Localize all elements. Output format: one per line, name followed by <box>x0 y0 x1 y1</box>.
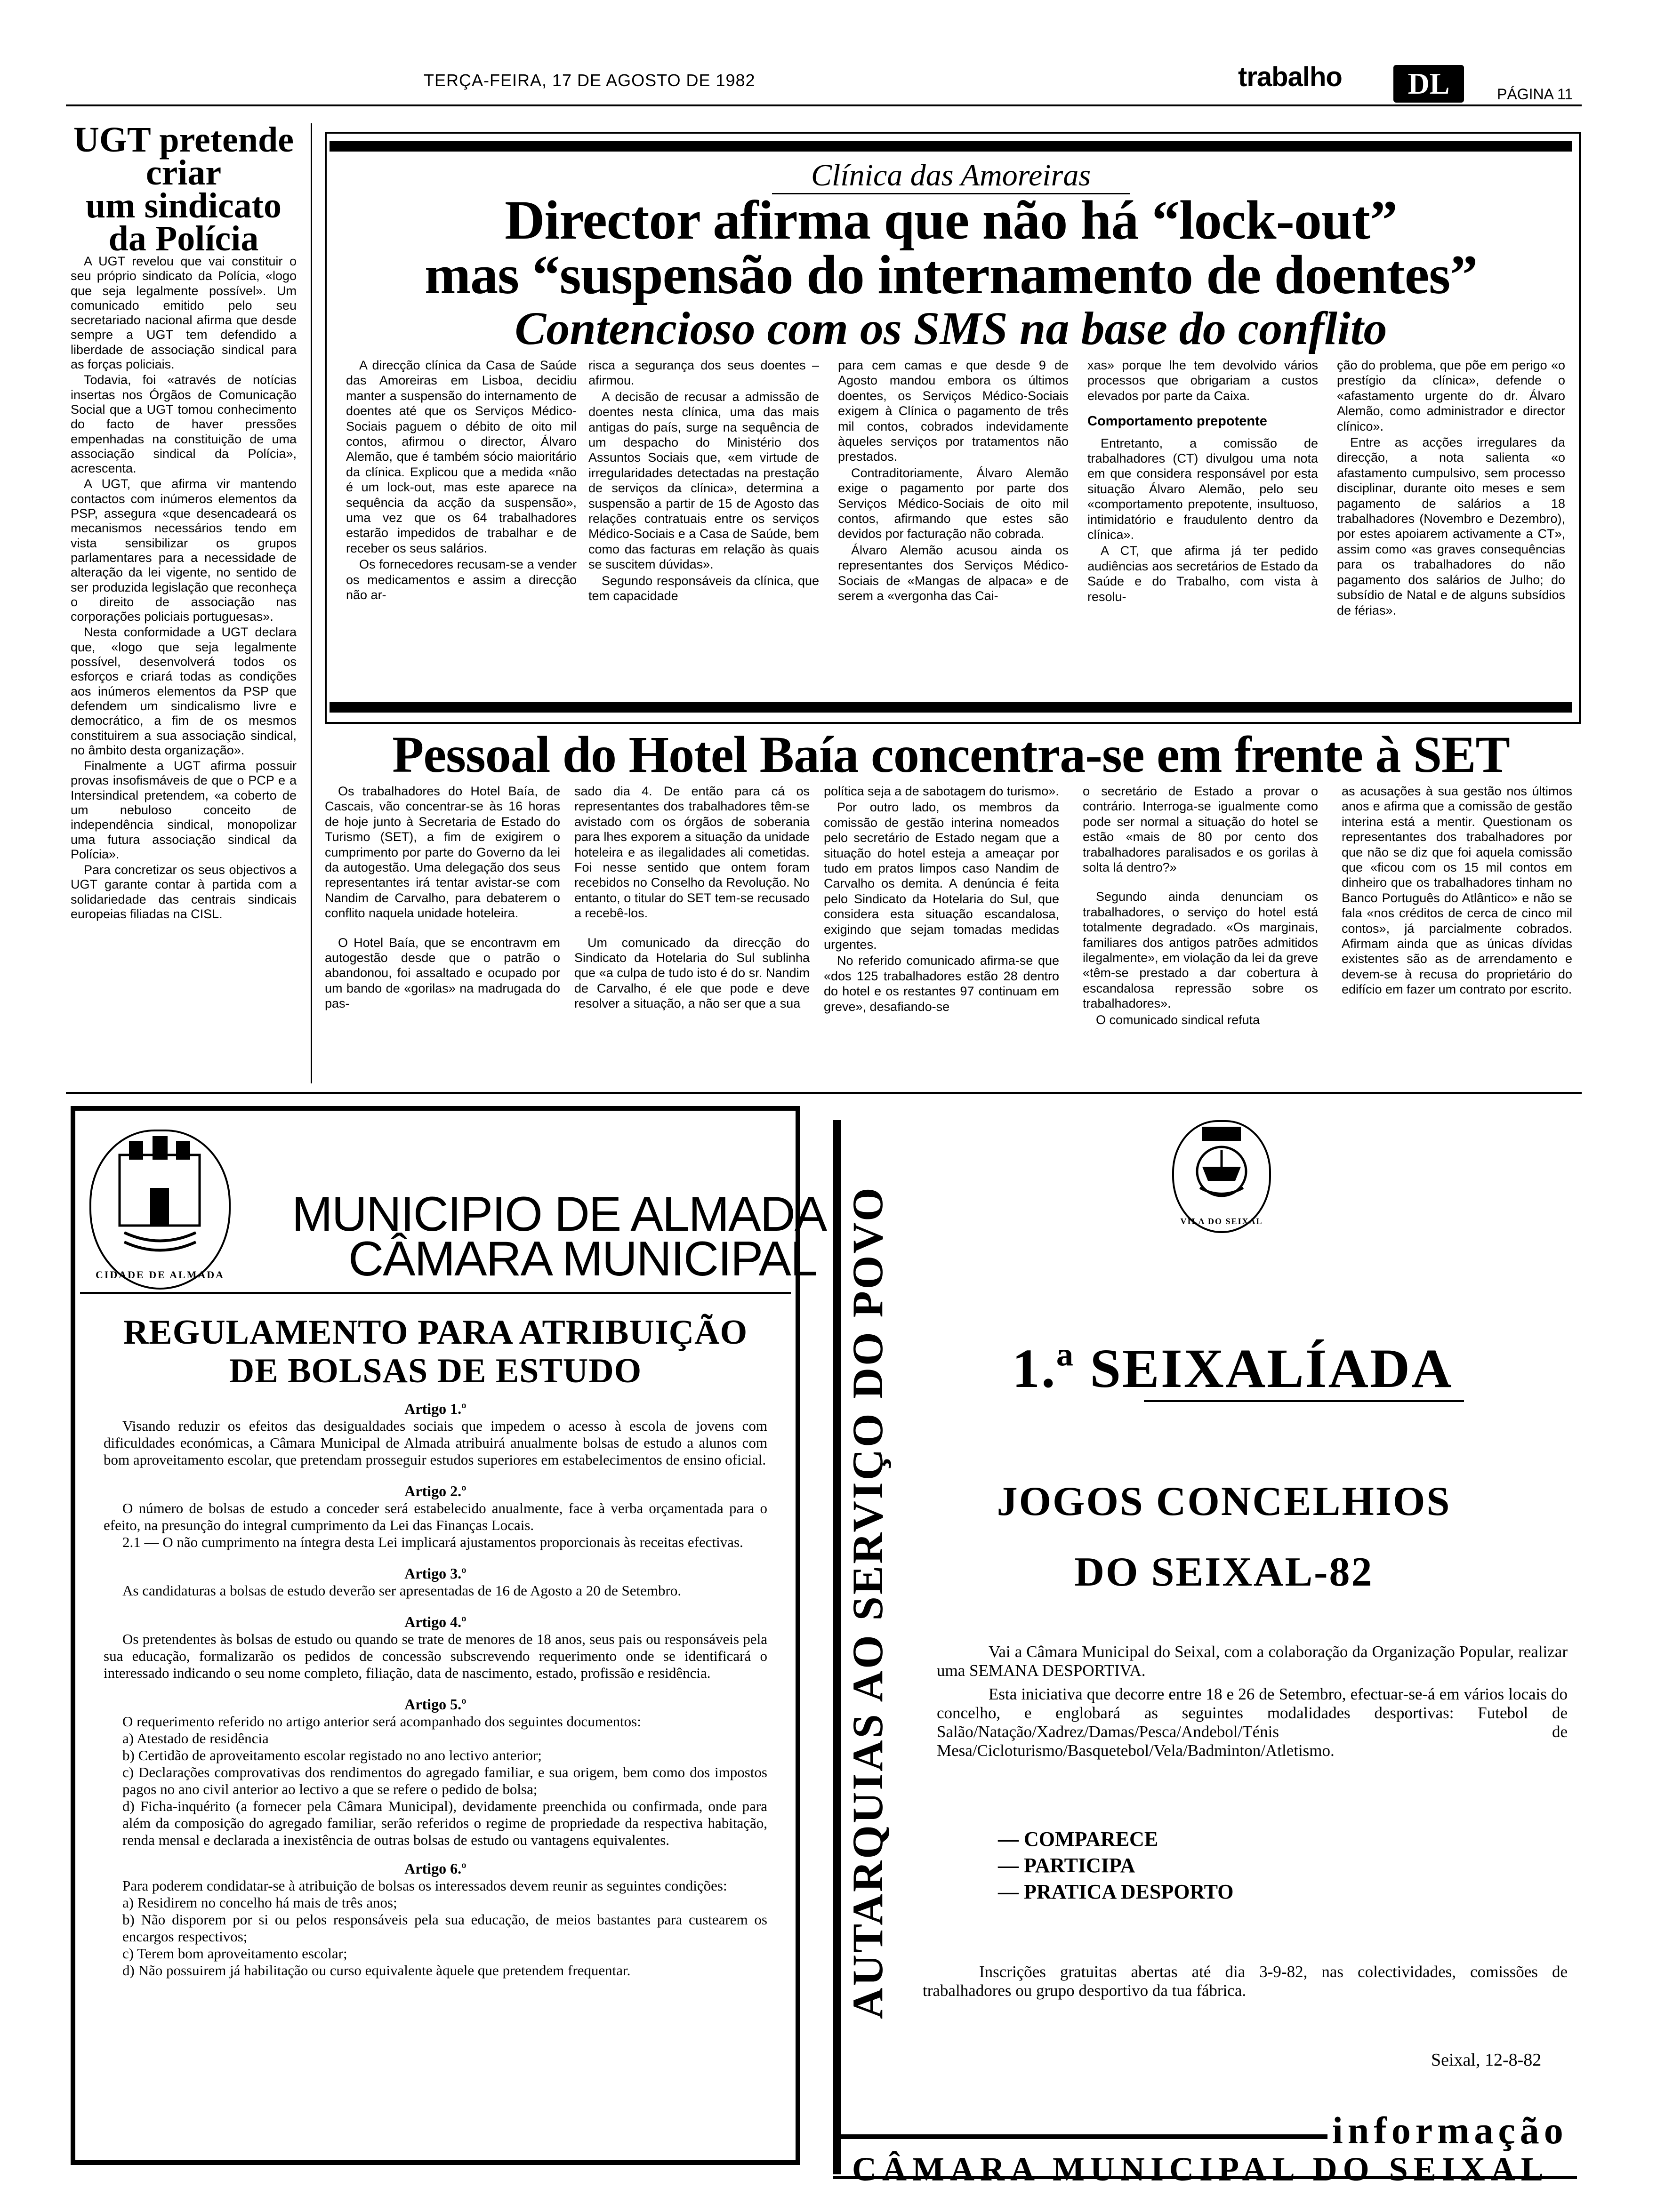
clinica-headline-line1: Director afirma que não há “lock-out” <box>505 189 1397 251</box>
info-bar <box>838 2134 1327 2139</box>
section-subheading: Comportamento prepotente <box>1087 414 1267 429</box>
paragraph: A CT, que afirma já ter pedido audiências aos secretários de Estado da Saúde e do Trabalho, com vista à resolu- <box>1087 544 1318 604</box>
article-text: Para poderem condidatar-se à atribuição de bolsas os interessados devem reunir as seguintes condições: <box>122 1877 727 1894</box>
paragraph: Nesta conformidade a UGT declara que, «logo que seja legalmente possível, desenvolverá todos os esforços e criará todas as condições aos inúmeros elementos da PSP que defendem um sindicalismo livre e democrático, a fim de os mesmos constituirem a sua associação sindical, no âmbito desta organização». <box>71 625 297 757</box>
list-item: b) Não disporem por si ou pelos responsáveis pela sua educação, de meios bastantes para custearem os encargos respectivos; <box>122 1911 767 1945</box>
issue-date: TERÇA-FEIRA, 17 DE AGOSTO DE 1982 <box>424 71 756 90</box>
paragraph: Contraditoriamente, Álvaro Alemão exige o pagamento por parte dos Serviços Médico-Sociais de oito mil contos, afirmando que estes são devidos por facturação não cobrada. <box>838 465 1069 541</box>
paragraph: O comunicado sindical refuta <box>1096 1012 1260 1027</box>
article-text: 2.1 — O não cumprimento na íntegra desta Lei implicará ajustamentos proporcionais às receitas efectivas. <box>122 1534 743 1550</box>
paragraph: risca a segurança dos seus doentes – afirmou. <box>588 358 819 388</box>
seixal-left-bar <box>833 1120 841 2174</box>
box-top-bar <box>330 141 1572 152</box>
clinica-kicker: Clínica das Amoreiras <box>811 158 1091 192</box>
paragraph: Álvaro Alemão acusou ainda os representantes dos Serviços Médico-Sociais de «Mangas de alpaca» e de serem a «vergonha das Cai- <box>838 543 1069 603</box>
hotel-column-3 <box>824 784 1059 1014</box>
paragraph: Um comunicado da direcção do Sindicato da Hotelaria do Sul sublinha que «a culpa de tudo isto é do sr. Nandim de Carvalho, é ele que pode e deve resolver a situação, a não ser que a sua <box>574 935 810 1011</box>
box-bottom-bar <box>330 702 1572 713</box>
seixal-intro-text: Vai a Câmara Municipal do Seixal, com a colaboração da Organização Popular, realizar uma SEMANA DESPORTIVA. <box>937 1643 1568 1680</box>
ugt-article-body <box>71 254 297 922</box>
almada-rule <box>80 1292 791 1294</box>
article-heading: Artigo 5.º <box>404 1696 467 1713</box>
paragraph: A UGT, que afirma vir mantendo contactos com inúmeros elementos da PSP, assegura «que desencadeará os mecanismos necessários tendo em vista sensibilizar os grupos parlamentares para a necessidade de alteração da lei vigente, no sentido de ser produzida legislação que reconheça o direito de associação nas corporações policiais portuguesas». <box>71 477 297 624</box>
list-item: d) Não possuirem já habilitação ou curso equivalente àquele que pretendem frequentar. <box>122 1962 631 1979</box>
seixal-vertical-slogan: AUTARQUIAS AO SERVIÇO DO POVO <box>844 1186 892 2019</box>
clinica-column-4 <box>1087 358 1318 604</box>
paragraph: A UGT revelou que vai constituir o seu próprio sindicato da Polícia, «logo que seja legalmente possível». Um comunicado emitido pelo seu secretariado nacional afirma que desde sempre a UGT tem defendido a liberdade de associação sindical para as forças policiais. <box>71 254 297 372</box>
camara-seixal-signature: CÂMARA MUNICIPAL DO SEIXAL <box>852 2150 1549 2188</box>
paragraph: No referido comunicado afirma-se que «dos 125 trabalhadores estão 28 dentro do hotel e os restantes 97 continuam em greve», desafiando-se <box>824 954 1059 1014</box>
title-underline <box>1144 1400 1464 1402</box>
almada-crest-icon <box>89 1130 231 1290</box>
paragraph: política seja a de sabotagem do turismo». <box>824 784 1059 798</box>
seixal-program-text: Esta iniciativa que decorre entre 18 e 26 de Setembro, efectuar-se-á em vários locais do concelho, e englobará as seguintes modalidades desportivas: Futebol de Salão/Natação/Xadrez/Damas/Pesca/Andebol/Ténis de Mesa/Cicloturismo/Basquetebol/Vela/Badminton/Atletismo. <box>937 1685 1568 1760</box>
masthead-rule <box>66 104 1582 106</box>
regulamento-title-line2: DE BOLSAS DE ESTUDO <box>229 1352 642 1390</box>
regulamento-body <box>104 1400 767 1979</box>
paragraph: A direcção clínica da Casa de Saúde das Amoreiras em Lisboa, decidiu manter a suspensão do internamento de doentes até que os Serviços Médico-Sociais paguem o débito de oito mil contos, afirmou o director, Álvaro Alemão, que é também sócio maioritário da clínica. Explicou que a medida «não é um lock-out, mas este aparece na sequência da acção da suspensão», uma vez que os 64 trabalhadores estarão impedidos de trabalhar e de receber os seus salários. <box>346 358 577 555</box>
hotel-column-4 <box>1083 784 1318 1027</box>
paragraph: para cem camas e que desde 9 de Agosto mandou embora os últimos doentes, os Serviços Médico-Sociais exigem à Clínica o pagamento de três mil contos, cobrados indevidamente àqueles serviços por tratamentos não prestados. <box>838 358 1069 464</box>
article-text: Visando reduzir os efeitos das desigualdades sociais que impedem o acesso à escola de jovens com dificuldades económicas, a Câmara Municipal de Almada atribuirá anualmente bolsas de estudo a alunos com bom aproveitamento escolar, que pretendam prosseguir estudos superiores em estabelecimentos de ensino oficial. <box>104 1418 767 1468</box>
paragraph: Entretanto, a comissão de trabalhadores (CT) divulgou uma nota em que considera responsável por esta situação Álvaro Alemão, pelo seu «comportamento prepotente, insultuoso, intimidatório e fraudulento dentro da clínica». <box>1087 436 1318 542</box>
paragraph: Segundo responsáveis da clínica, que tem capacidade <box>588 573 819 603</box>
article-text: Os pretendentes às bolsas de estudo ou quando se trate de menores de 18 anos, seus pais ou responsáveis pela sua educação, formalizarão os pedidos de concessão subscrevendo requerimento onde se identificará o interessado indicando o seu nome completo, filiação, data de nascimento, estado, profissão e residência. <box>104 1631 767 1681</box>
hotel-column-5 <box>1342 784 1572 997</box>
clinica-headline-line2: mas “suspensão do internamento de doentes” <box>424 244 1478 305</box>
hotel-column-1 <box>325 784 560 1011</box>
informacao-label: informação <box>1332 2109 1568 2152</box>
clinica-column-5 <box>1337 358 1565 618</box>
list-item: d) Ficha-inquérito (a fornecer pela Câmara Municipal), devidamente preenchida ou confirmada, onde para além da composição do agregado familiar, serão referidos o regime de propriedade da respectiva habitação, renda mensal e declarada a inexistência de outras bolsas de estudo ou vantagens equivalentes. <box>122 1798 767 1848</box>
clinica-subheadline: Contencioso com os SMS na base do conflito <box>515 302 1387 354</box>
column-divider <box>311 123 312 1083</box>
paragraph: Para concretizar os seus objectivos a UGT garante contar à partida com a solidariedade das centrais sindicais europeias filiadas na CISL. <box>71 863 297 922</box>
list-item: a) Atestado de residência <box>122 1730 269 1747</box>
ugt-headline-line: UGT pretende <box>73 120 294 160</box>
list-item: a) Residirem no concelho há mais de três anos; <box>122 1894 397 1911</box>
paragraph: Segundo ainda denunciam os trabalhadores, o serviço do hotel está totalmente degradado. «Os marginais, familiares dos antigos patrões admitidos ilegalmente», em violação da lei da greve «têm-se prestado a dar cobertura à escandalosa repressão sobre os trabalhadores». <box>1083 890 1318 1011</box>
paragraph: Os trabalhadores do Hotel Baía, de Cascais, vão concentrar-se às 16 horas de hoje junto à Secretaria de Estado do Turismo (SET), a fim de exigirem o cumprimento por parte do Governo da lei da autogestão. Uma delegação dos seus representantes irá tentar avistar-se com Nandim de Carvalho, para debaterem o conflito naquela unidade hoteleira. <box>325 784 560 921</box>
article-heading: Artigo 1.º <box>404 1400 467 1417</box>
page-number: PÁGINA 11 <box>1497 86 1573 103</box>
almada-municipality-name: MUNICIPIO DE ALMADA <box>292 1187 827 1242</box>
seixal-crest-label: VILA DO SEIXAL <box>1180 1217 1263 1226</box>
paragraph: as acusações à sua gestão nos últimos anos e afirma que a comissão de gestão interina está a mentir. Questionam os representantes dos trabalhadores por que não se diz que foi aquela comissão que «ficou com os 15 mil contos em dinheiro que os trabalhadores tinham no Banco Português do Atlântico» e não se fala «nos créditos de cerca de cinco mil contos», já parcialmente cobrados. Afirmam ainda que as únicas dívidas existentes são as de arrendamento e devem-se à recusa do proprietário do edifício em fazer um contrato por escrito. <box>1342 784 1572 997</box>
article-heading: Artigo 3.º <box>404 1565 467 1582</box>
paragraph: o secretário de Estado a provar o contrário. Interroga-se igualmente como pode ser normal a situação do hotel se estão «mais de 80 por cento dos trabalhadores paralisados e os gorilas à solta lá dentro?» <box>1083 784 1318 875</box>
seixal-crest-icon <box>1172 1120 1271 1233</box>
ugt-headline-line: criar <box>145 153 222 192</box>
paragraph: ção do problema, que põe em perigo «o prestígio da clínica», defende o «afastamento urgente do dr. Álvaro Alemão, como administrador e director clínico». <box>1337 358 1565 433</box>
paragraph: Finalmente a UGT afirma possuir provas insofismáveis de que o PCP e a Intersindical pretendem, «a coberto de um nebuloso conceito de independência sindical, monopolizar uma futura associação sindical da Polícia». <box>71 759 297 861</box>
hotel-headline: Pessoal do Hotel Baía concentra-se em frente à SET <box>392 726 1510 783</box>
article-text: O requerimento referido no artigo anterior será acompanhado dos seguintes documentos: <box>122 1713 641 1730</box>
clinica-column-3 <box>838 358 1069 604</box>
seixaliada-title: 1.ª SEIXALÍADA <box>1012 1338 1453 1399</box>
hotel-column-2 <box>574 784 810 1011</box>
seixal-callout-list <box>998 1826 1233 1905</box>
list-item: c) Terem bom aproveitamento escolar; <box>122 1945 347 1962</box>
regulamento-title-line1: REGULAMENTO PARA ATRIBUIÇÃO <box>123 1313 748 1352</box>
paragraph: Todavia, foi «através de notícias insertas nos Órgãos de Comunicação Social que a UGT tomou conhecimento do facto de haver pressões empenhadas na constituição de uma associação sindical da Polícia», acrescenta. <box>71 373 297 476</box>
paragraph: xas» porque lhe tem devolvido vários processos que obrigariam a custos elevados por parte da Caixa. <box>1087 358 1318 403</box>
paragraph: Entre as acções irregulares da direcção, a nota salienta «o afastamento cumpulsivo, sem processo disciplinar, durante oito meses e sem pagamento de salários a 18 trabalhadores (Novembro e Dezembro), por estes apoiarem activamente a CT», assim como «as graves consequências para os trabalhadores do não pagamento dos salários de Julho; do subsídio de Natal e de alguns subsídios de férias». <box>1337 435 1565 617</box>
paragraph: Por outro lado, os membros da comissão de gestão interina nomeados pelo secretário de Estado negam que a situação do hotel esteja a ameaçar por tudo em pratos limpos caso Nandim de Carvalho os demita. A denúncia é feita pelo Sindicato da Hotelaria do Sul, que considera esta situação escandalosa, exigindo que sejam tomadas medidas urgentes. <box>824 800 1059 952</box>
paragraph: A decisão de recusar a admissão de doentes nesta clínica, uma das mais antigas do país, surge na sequência de um despacho do Ministério dos Assuntos Sociais que, «em virtude de irregularidades detectadas na prestação de serviços da clínica», determina a suspensão a partir de 15 de Agosto das relações contratuais entre os serviços Médico-Sociais e a Casa de Saúde, bem como das facturas em relação às quais se suscitem dúvidas». <box>588 389 819 572</box>
list-item: — COMPARECE <box>998 1827 1158 1851</box>
newspaper-logo: DL <box>1393 65 1464 103</box>
almada-crest-label: CIDADE DE ALMADA <box>95 1269 225 1281</box>
seixal-registration-text: Inscrições gratuitas abertas até dia 3-9-82, nas colectividades, comissões de trabalhadores ou grupo desportivo da tua fábrica. <box>923 1963 1568 2000</box>
ugt-headline-line: um sindicato <box>86 186 282 225</box>
article-heading: Artigo 2.º <box>404 1483 467 1499</box>
ugt-headline-line: da Polícia <box>108 219 259 258</box>
seixaliada-subtitle-line1: JOGOS CONCELHIOS <box>997 1479 1451 1524</box>
section-rule <box>66 1092 1582 1094</box>
article-text: O número de bolsas de estudo a conceder será estabelecido anualmente, face à verba orçamentada para o efeito, na presunção do integral cumprimento da Lei das Finanças Locais. <box>104 1500 767 1533</box>
ugt-headline <box>71 120 297 258</box>
article-heading: Artigo 6.º <box>404 1860 467 1877</box>
list-item: — PRATICA DESPORTO <box>998 1880 1234 1903</box>
article-text: As candidaturas a bolsas de estudo deverão ser apresentadas de 16 de Agosto a 20 de Setembro. <box>122 1582 682 1599</box>
list-item: — PARTICIPA <box>998 1854 1135 1877</box>
paragraph: sado dia 4. De então para cá os representantes dos trabalhadores têm-se avistado com os órgãos de soberania para lhes exporem a situação da unidade hoteleira e as ilegalidades ali cometidas. Foi nesse sentido que ontem foram recebidos no Conselho da Revolução. No entanto, o titular do SET tem-se recusado a recebê-los. <box>574 784 810 921</box>
list-item: b) Certidão de aproveitamento escolar registado no ano lectivo anterior; <box>122 1747 542 1763</box>
clinica-column-2 <box>588 358 819 604</box>
seixaliada-subtitle-line2: DO SEIXAL-82 <box>1074 1549 1374 1595</box>
paragraph: O Hotel Baía, que se encontravm em autogestão desde que o patrão o abandonou, foi assaltado e ocupado por um bando de «gorilas» na madrugada do pas- <box>325 935 560 1011</box>
article-heading: Artigo 4.º <box>404 1613 467 1630</box>
seixal-date: Seixal, 12-8-82 <box>1431 2050 1542 2070</box>
almada-council-name: CÂMARA MUNICIPAL <box>348 1232 817 1286</box>
newspaper-brand: trabalho <box>1238 62 1342 92</box>
list-item: c) Declarações comprovativas dos rendimentos do agregado familiar, e sua origem, bem como dos impostos pagos no ano civil anterior ao lectivo a que se refere o pedido de bolsa; <box>122 1764 767 1797</box>
paragraph: Os fornecedores recusam-se a vender os medicamentos e assim a direcção não ar- <box>346 557 577 602</box>
clinica-column-1 <box>346 358 577 603</box>
